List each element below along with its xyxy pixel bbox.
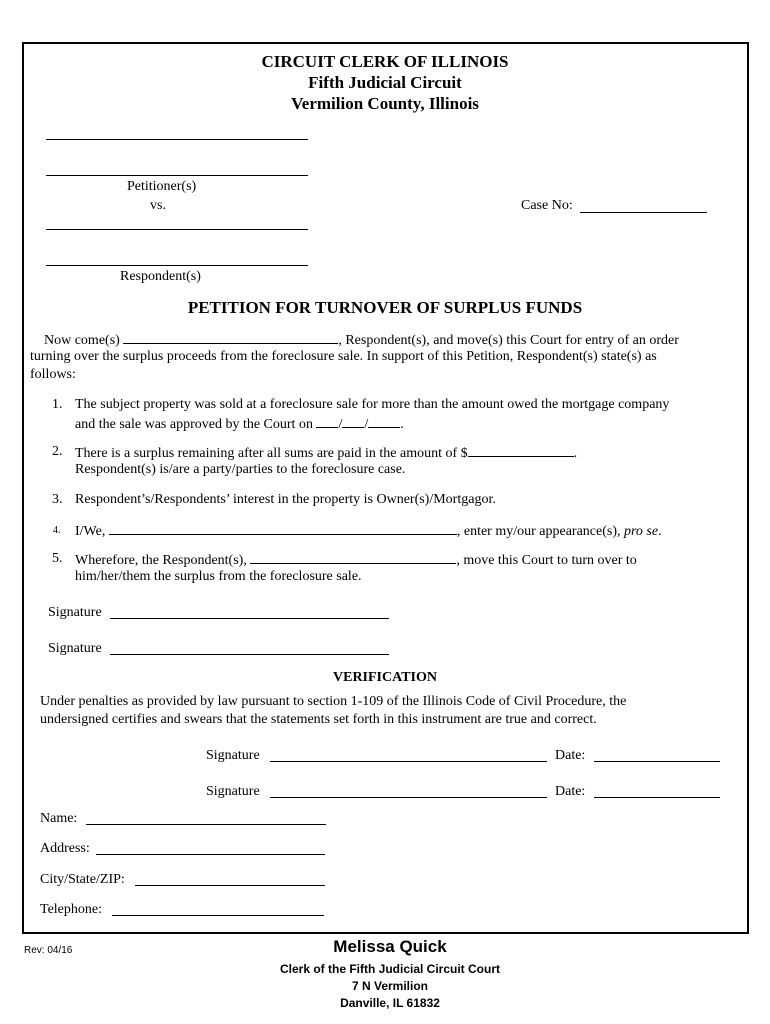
versus-label: vs. — [150, 198, 166, 213]
item-3-number: 3. — [52, 492, 63, 507]
item-4-pro-se: pro se — [624, 524, 659, 539]
item-4-number: 4. — [53, 525, 61, 536]
item-1-number: 1. — [52, 397, 63, 412]
clerk-title: Clerk of the Fifth Judicial Circuit Court — [279, 962, 500, 976]
signature-field-2[interactable] — [110, 654, 389, 655]
signature-field-1[interactable] — [110, 618, 389, 619]
date-separator: / — [364, 417, 369, 432]
intro-rest: , Respondent(s), and move(s) this Court for entry of an order — [338, 333, 679, 348]
petitioner-label: Petitioner(s) — [127, 179, 197, 194]
verification-signature-field-1[interactable] — [270, 761, 547, 762]
name-field[interactable] — [86, 824, 326, 825]
approval-day-field[interactable] — [342, 415, 364, 428]
verification-line-2: undersigned certifies and swears that the statements set forth in this instrument are true and correct. — [40, 712, 597, 727]
address-field[interactable] — [96, 854, 325, 855]
intro-line-3: follows: — [30, 367, 76, 382]
case-no-field[interactable] — [580, 212, 707, 213]
telephone-label: Telephone: — [40, 902, 102, 917]
date-separator: / — [338, 417, 343, 432]
respondent-line-2[interactable] — [46, 265, 308, 266]
item-2-period: . — [573, 446, 578, 461]
county-name: Vermilion County, Illinois — [291, 94, 479, 113]
signature-label-2: Signature — [48, 641, 102, 656]
item-2-surplus-text: There is a surplus remaining after all sums are paid in the amount of $ — [75, 446, 468, 461]
telephone-field[interactable] — [112, 915, 324, 916]
item-1-period: . — [400, 417, 404, 432]
item-4-line — [75, 522, 662, 540]
appearance-name-field[interactable] — [109, 522, 457, 535]
verification-date-field-1[interactable] — [594, 761, 720, 762]
item-5-wherefore: Wherefore, the Respondent(s), — [75, 553, 247, 568]
respondent-name-field[interactable] — [123, 331, 338, 344]
item-1-line-1: The subject property was sold at a foreclosure sale for more than the amount owed the mortgage company — [75, 397, 670, 412]
item-1-line-2 — [75, 415, 404, 433]
address-label: Address: — [40, 841, 90, 856]
clerk-street: 7 N Vermilion — [351, 979, 429, 993]
verification-date-label-2: Date: — [555, 784, 586, 799]
item-4-we: I/We, — [75, 524, 106, 539]
case-no-label: Case No: — [521, 198, 573, 213]
item-5-number: 5. — [52, 551, 63, 566]
clerk-city: Danville, IL 61832 — [340, 996, 440, 1010]
respondent-label: Respondent(s) — [120, 269, 201, 284]
intro-line-1 — [44, 331, 679, 349]
verification-heading: VERIFICATION — [333, 670, 437, 685]
verification-signature-label-2: Signature — [206, 784, 260, 799]
petitioner-line-2[interactable] — [46, 175, 308, 176]
court-name: CIRCUIT CLERK OF ILLINOIS — [261, 52, 509, 71]
respondent-line-1[interactable] — [46, 229, 308, 230]
item-1-approved-text: and the sale was approved by the Court on — [75, 417, 313, 432]
petition-title: PETITION FOR TURNOVER OF SURPLUS FUNDS — [187, 298, 583, 317]
intro-line-2: turning over the surplus proceeds from the foreclosure sale. In support of this Petition, Respondent(s) state(s) as — [30, 349, 657, 364]
respondent-wherefore-field[interactable] — [250, 551, 456, 564]
item-5-move-text: , move this Court to turn over to — [456, 553, 637, 568]
clerk-name: Melissa Quick — [333, 937, 447, 956]
signature-label-1: Signature — [48, 605, 102, 620]
item-3-text: Respondent’s/Respondents’ interest in the property is Owner(s)/Mortgagor. — [75, 492, 496, 507]
verification-signature-label-1: Signature — [206, 748, 260, 763]
approval-month-field[interactable] — [316, 415, 338, 428]
city-state-zip-field[interactable] — [135, 885, 325, 886]
verification-line-1: Under penalties as provided by law pursuant to section 1-109 of the Illinois Code of Civil Procedure, the — [40, 694, 627, 709]
item-5-line-2: him/her/them the surplus from the foreclosure sale. — [75, 569, 362, 584]
revision-date: Rev: 04/16 — [24, 945, 73, 956]
name-label: Name: — [40, 811, 78, 826]
item-2-line-1 — [75, 444, 577, 462]
city-state-zip-label: City/State/ZIP: — [40, 872, 125, 887]
item-4-appearance-text: , enter my/our appearance(s), — [456, 524, 621, 539]
petitioner-line-1[interactable] — [46, 139, 308, 140]
verification-date-field-2[interactable] — [594, 797, 720, 798]
item-4-period: . — [658, 524, 662, 539]
intro-now-come: Now come(s) — [44, 333, 120, 348]
item-2-number: 2. — [52, 444, 63, 459]
item-2-line-2: Respondent(s) is/are a party/parties to the foreclosure case. — [75, 462, 406, 477]
circuit-name: Fifth Judicial Circuit — [308, 73, 462, 92]
approval-year-field[interactable] — [368, 415, 400, 428]
verification-date-label-1: Date: — [555, 748, 586, 763]
item-5-line-1 — [75, 551, 637, 569]
surplus-amount-field[interactable] — [468, 444, 574, 457]
verification-signature-field-2[interactable] — [270, 797, 547, 798]
